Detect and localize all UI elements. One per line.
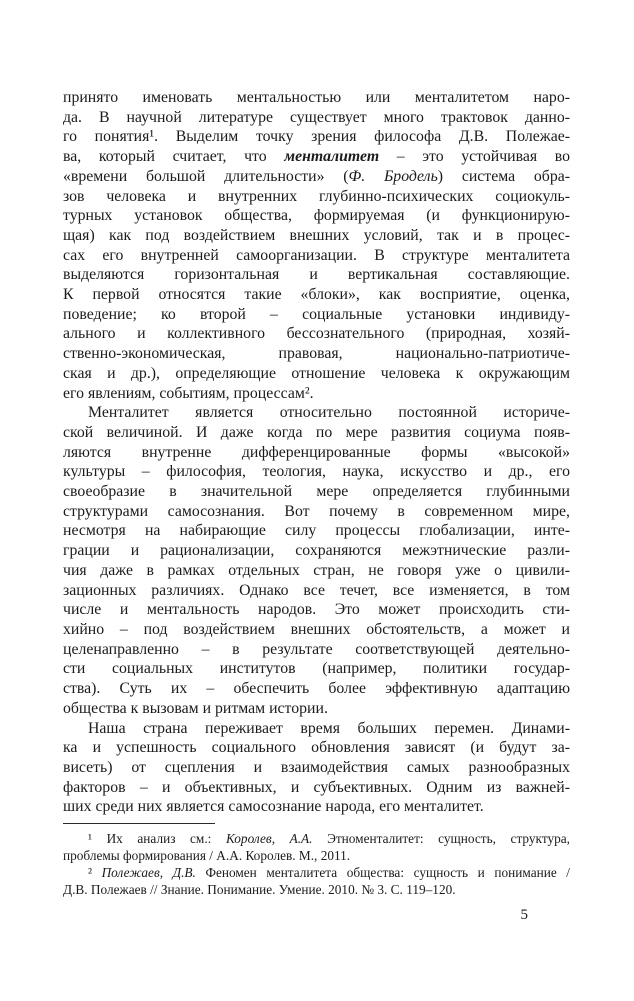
- text-segment: ших среди них является самосознание народа, его менталитет.: [63, 798, 484, 816]
- text-line: [63, 502, 570, 522]
- text-segment: Д.В. Полежаев // Знание. Понимание. Умение. 2010. № 3. С. 119–120.: [63, 882, 456, 898]
- text-segment: ва, который считает, что: [63, 148, 285, 166]
- text-segment: структурами самосознания. Вот почему в современном мире,: [63, 502, 570, 520]
- text-line: [63, 600, 570, 620]
- emphasis-italic: Королев, А.А.: [225, 831, 313, 847]
- text-segment: К первой относятся такие «блоки», как восприятие, оценка,: [63, 286, 570, 304]
- text-line: [63, 881, 570, 898]
- text-line: [63, 246, 570, 266]
- text-line: [63, 206, 570, 226]
- text-segment: сах его внутренней самоорганизации. В структуре менталитета: [63, 246, 570, 264]
- text-segment: хийно – под воздействием внешних обстоятельств, а может и: [63, 620, 570, 638]
- text-line: [63, 285, 570, 305]
- text-segment: числе и ментальность народов. Это может происходить сти-: [63, 601, 570, 619]
- paragraph: [63, 88, 570, 403]
- text-segment: грации и рационализации, сохраняются межэтнические разли-: [63, 542, 570, 560]
- page-number: 5: [520, 907, 528, 924]
- text-line: [63, 847, 570, 864]
- footnotes: [63, 830, 570, 898]
- text-segment: ального и коллективного бессознательного (природная, хозяй-: [63, 325, 570, 343]
- text-line: [63, 581, 570, 601]
- text-segment: чия даже в рамках отдельных стран, не говоря уже о цивили-: [63, 561, 570, 579]
- text-segment: да. В научной литературе существует много трактовок данно-: [63, 108, 570, 126]
- text-segment: Феномен менталитета общества: сущность и понимание /: [195, 865, 571, 881]
- text-line: [63, 541, 570, 561]
- text-line: [63, 88, 570, 108]
- text-line: [63, 265, 570, 285]
- text-segment: целенаправленно – в результате соответствующей деятельно-: [63, 640, 570, 658]
- text-line: [63, 364, 570, 384]
- text-line: [63, 384, 570, 404]
- paragraph: [63, 719, 570, 818]
- text-line: [63, 521, 570, 541]
- text-line: [63, 482, 570, 502]
- text-line: [63, 305, 570, 325]
- text-line: [63, 187, 570, 207]
- text-line: [63, 226, 570, 246]
- text-segment: ляются внутренне дифференцированные формы «высокой»: [63, 443, 570, 461]
- text-line: [63, 797, 570, 817]
- text-segment: общества к вызовам и ритмам истории.: [63, 699, 328, 717]
- text-line: [63, 738, 570, 758]
- text-line: [63, 640, 570, 660]
- text-line: [63, 561, 570, 581]
- text-segment: – это устойчивая во: [379, 148, 571, 166]
- text-segment: Менталитет является относительно постоянной историче-: [88, 404, 570, 422]
- text-segment: принято именовать ментальностью или менталитетом наро-: [63, 89, 570, 106]
- footnote: [63, 830, 570, 864]
- footnote: [63, 864, 570, 898]
- text-segment: своеобразие в значительной мере определяется глубинными: [63, 483, 570, 501]
- body-text: [63, 88, 570, 817]
- text-line: [63, 167, 570, 187]
- emphasis-bold-italic: менталитет: [284, 148, 380, 166]
- text-segment: сти социальных институтов (например, политики государ-: [63, 660, 570, 678]
- text-segment: факторов – и объективных, и субъективных. Одним из важней-: [63, 778, 570, 796]
- text-segment: проблемы формирования / А.А. Королев. М., 2011.: [63, 848, 351, 864]
- text-line: [63, 147, 570, 167]
- text-segment: ²: [88, 865, 102, 881]
- text-line: [63, 108, 570, 128]
- text-line: [63, 699, 570, 719]
- text-segment: го понятия¹. Выделим точку зрения философа Д.В. Полежае-: [63, 128, 570, 146]
- emphasis-italic: Полежаев, Д.В.: [101, 865, 196, 881]
- text-segment: ственно-экономическая, правовая, национально-патриотиче-: [63, 345, 570, 363]
- text-segment: щая) как под воздействием внешних условий, так и в процес-: [63, 226, 570, 244]
- footnote-separator: [63, 823, 215, 824]
- text-segment: зационных различиях. Однако все течет, все изменяется, в том: [63, 581, 570, 599]
- text-line: [63, 462, 570, 482]
- text-line: [63, 127, 570, 147]
- text-segment: ¹ Их анализ см.:: [88, 831, 226, 847]
- text-segment: его явлениям, событиям, процессам².: [63, 384, 314, 402]
- text-segment: турных установок общества, формируемая (и функционирую-: [63, 207, 570, 225]
- text-line: [63, 679, 570, 699]
- text-line: [63, 719, 570, 739]
- text-line: [63, 830, 570, 847]
- text-segment: выделяются горизонтальная и вертикальная составляющие.: [63, 266, 570, 284]
- text-segment: ской величиной. И даже когда по мере развития социума появ-: [63, 423, 570, 441]
- text-line: [63, 620, 570, 640]
- text-line: [63, 403, 570, 423]
- text-segment: культуры – философия, теология, наука, искусство и др., его: [63, 463, 570, 481]
- paragraph: [63, 403, 570, 718]
- text-segment: Этноменталитет: сущность, структура,: [312, 831, 570, 847]
- text-segment: зов человека и внутренних глубинно-психических социокуль-: [63, 187, 570, 205]
- text-line: [63, 423, 570, 443]
- text-segment: ская и др.), определяющие отношение человека к окружающим: [63, 364, 570, 382]
- text-line: [63, 443, 570, 463]
- emphasis-italic: Ф. Бродель: [348, 167, 438, 185]
- text-line: [63, 758, 570, 778]
- text-line: [63, 778, 570, 798]
- text-segment: ) система обра-: [437, 167, 570, 185]
- text-segment: висеть) от сцепления и взаимодействия самых разнообразных: [63, 758, 570, 776]
- text-line: [63, 864, 570, 881]
- text-line: [63, 324, 570, 344]
- text-segment: «времени большой длительности» (: [63, 167, 349, 185]
- text-segment: несмотря на набирающие силу процессы глобализации, инте-: [63, 522, 570, 540]
- text-segment: ка и успешность социального обновления зависят (и будут за-: [63, 739, 570, 757]
- text-segment: поведение; ко второй – социальные установки индивиду-: [63, 305, 570, 323]
- text-line: [63, 344, 570, 364]
- text-segment: Наша страна переживает время больших перемен. Динами-: [88, 719, 570, 737]
- text-segment: ства). Суть их – обеспечить более эффективную адаптацию: [63, 680, 570, 698]
- text-line: [63, 659, 570, 679]
